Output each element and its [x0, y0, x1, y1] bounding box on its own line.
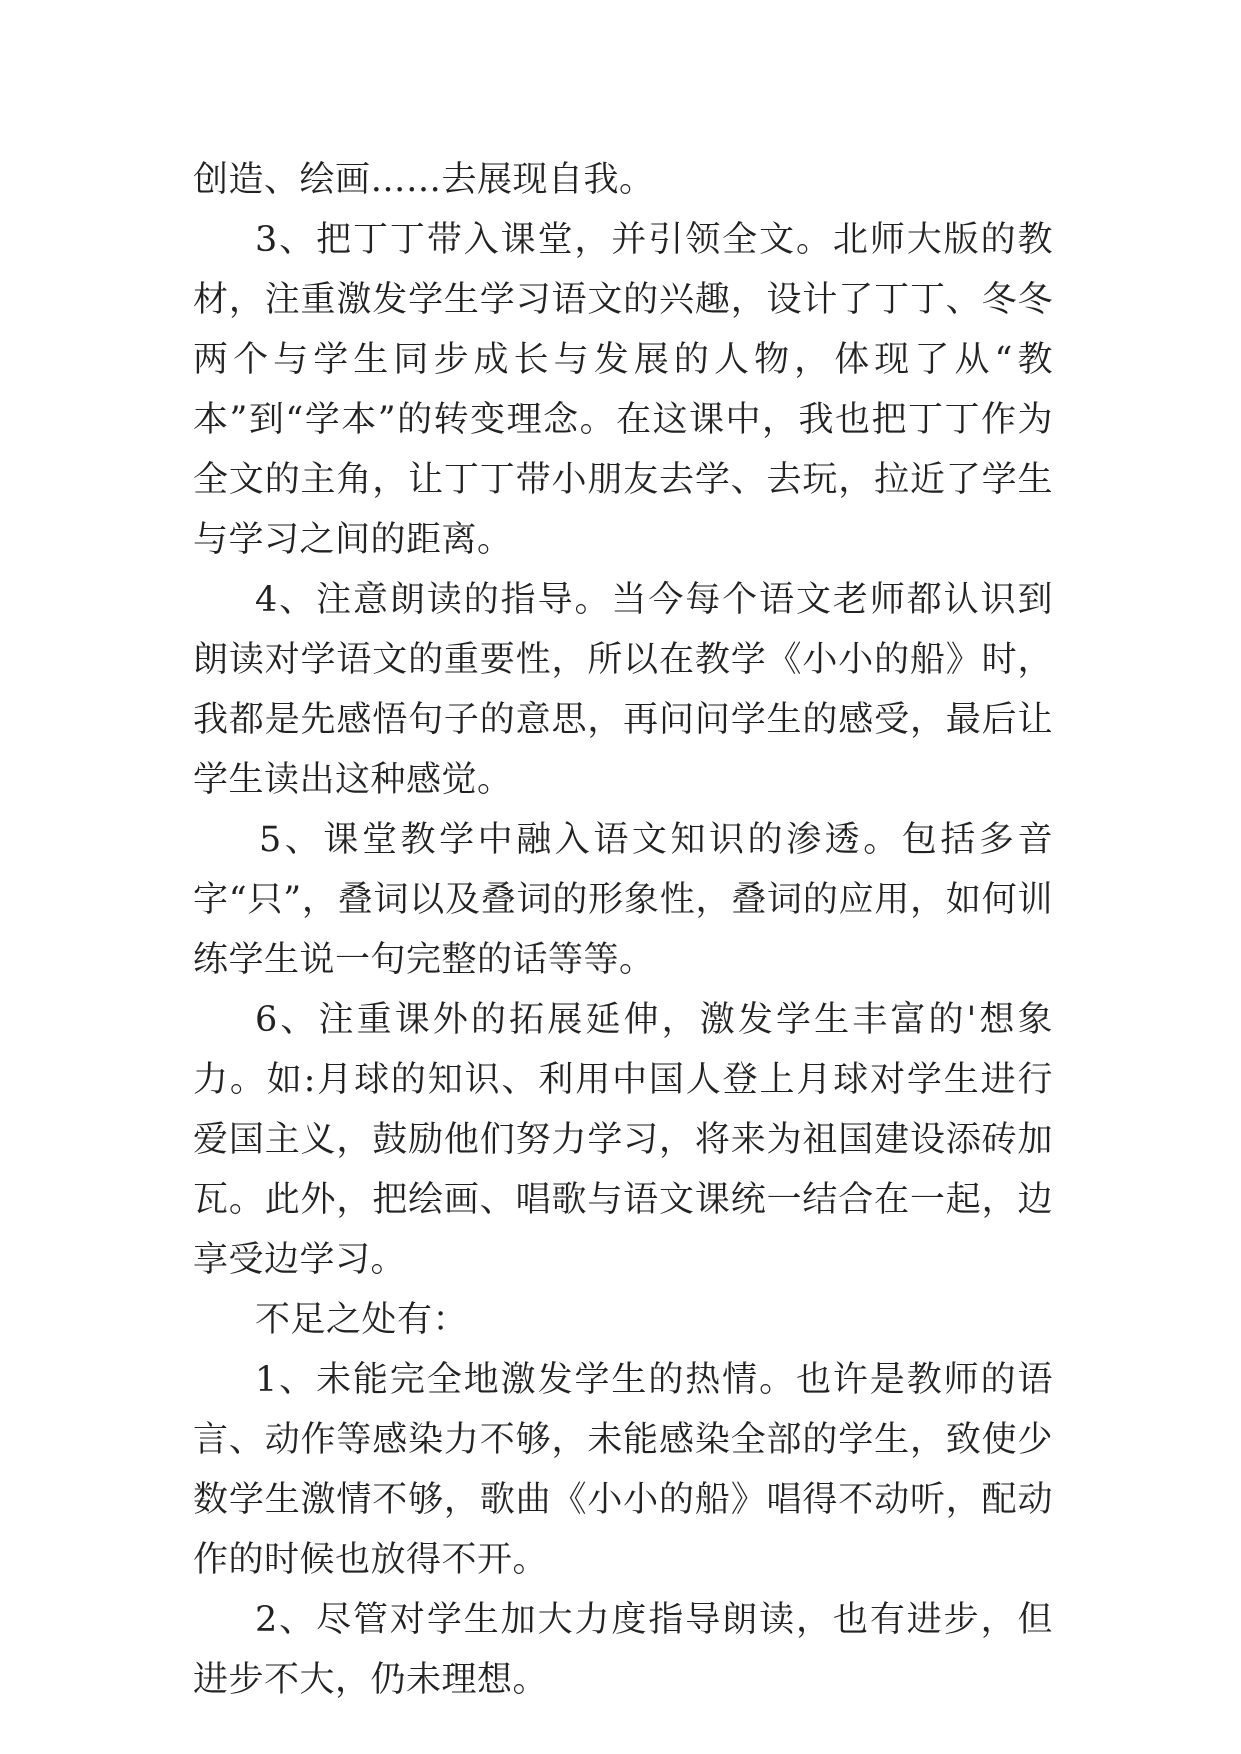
paragraph-point-4: 4、注意朗读的指导。当今每个语文老师都认识到朗读对学语文的重要性，所以在教学《小小的船》时，我都是先感悟句子的意思，再问问学生的感受，最后让学生读出这种感觉。: [193, 580, 1053, 800]
paragraph-continuation: 创造、绘画……去展现自我。: [193, 160, 655, 200]
document-body: [193, 150, 1053, 1710]
paragraph-point-3: 3、把丁丁带入课堂，并引领全文。北师大版的教材，注重激发学生学习语文的兴趣，设计了丁丁、冬冬两个与学生同步成长与发展的人物，体现了从“教本”到“学本”的转变理念。在这课中，我也把丁丁作为全文的主角，让丁丁带小朋友去学、去玩，拉近了学生与学习之间的距离。: [193, 220, 1053, 560]
paragraph-shortcoming-2: 2、尽管对学生加大力度指导朗读，也有进步，但进步不大，仍未理想。: [193, 1600, 1053, 1700]
paragraph-shortcoming-1: 1、未能完全地激发学生的热情。也许是教师的语言、动作等感染力不够，未能感染全部的学生，致使少数学生激情不够，歌曲《小小的船》唱得不动听，配动作的时候也放得不开。: [193, 1360, 1053, 1580]
paragraph-point-6: 6、注重课外的拓展延伸，激发学生丰富的'想象力。如:月球的知识、利用中国人登上月球对学生进行爱国主义，鼓励他们努力学习，将来为祖国建设添砖加瓦。此外，把绘画、唱歌与语文课统一结合在一起，边享受边学习。: [193, 1000, 1053, 1280]
paragraph-point-5: 5、课堂教学中融入语文知识的渗透。包括多音字“只”，叠词以及叠词的形象性，叠词的应用，如何训练学生说一句完整的话等等。: [193, 820, 1053, 980]
shortcomings-heading: 不足之处有：: [255, 1300, 469, 1340]
